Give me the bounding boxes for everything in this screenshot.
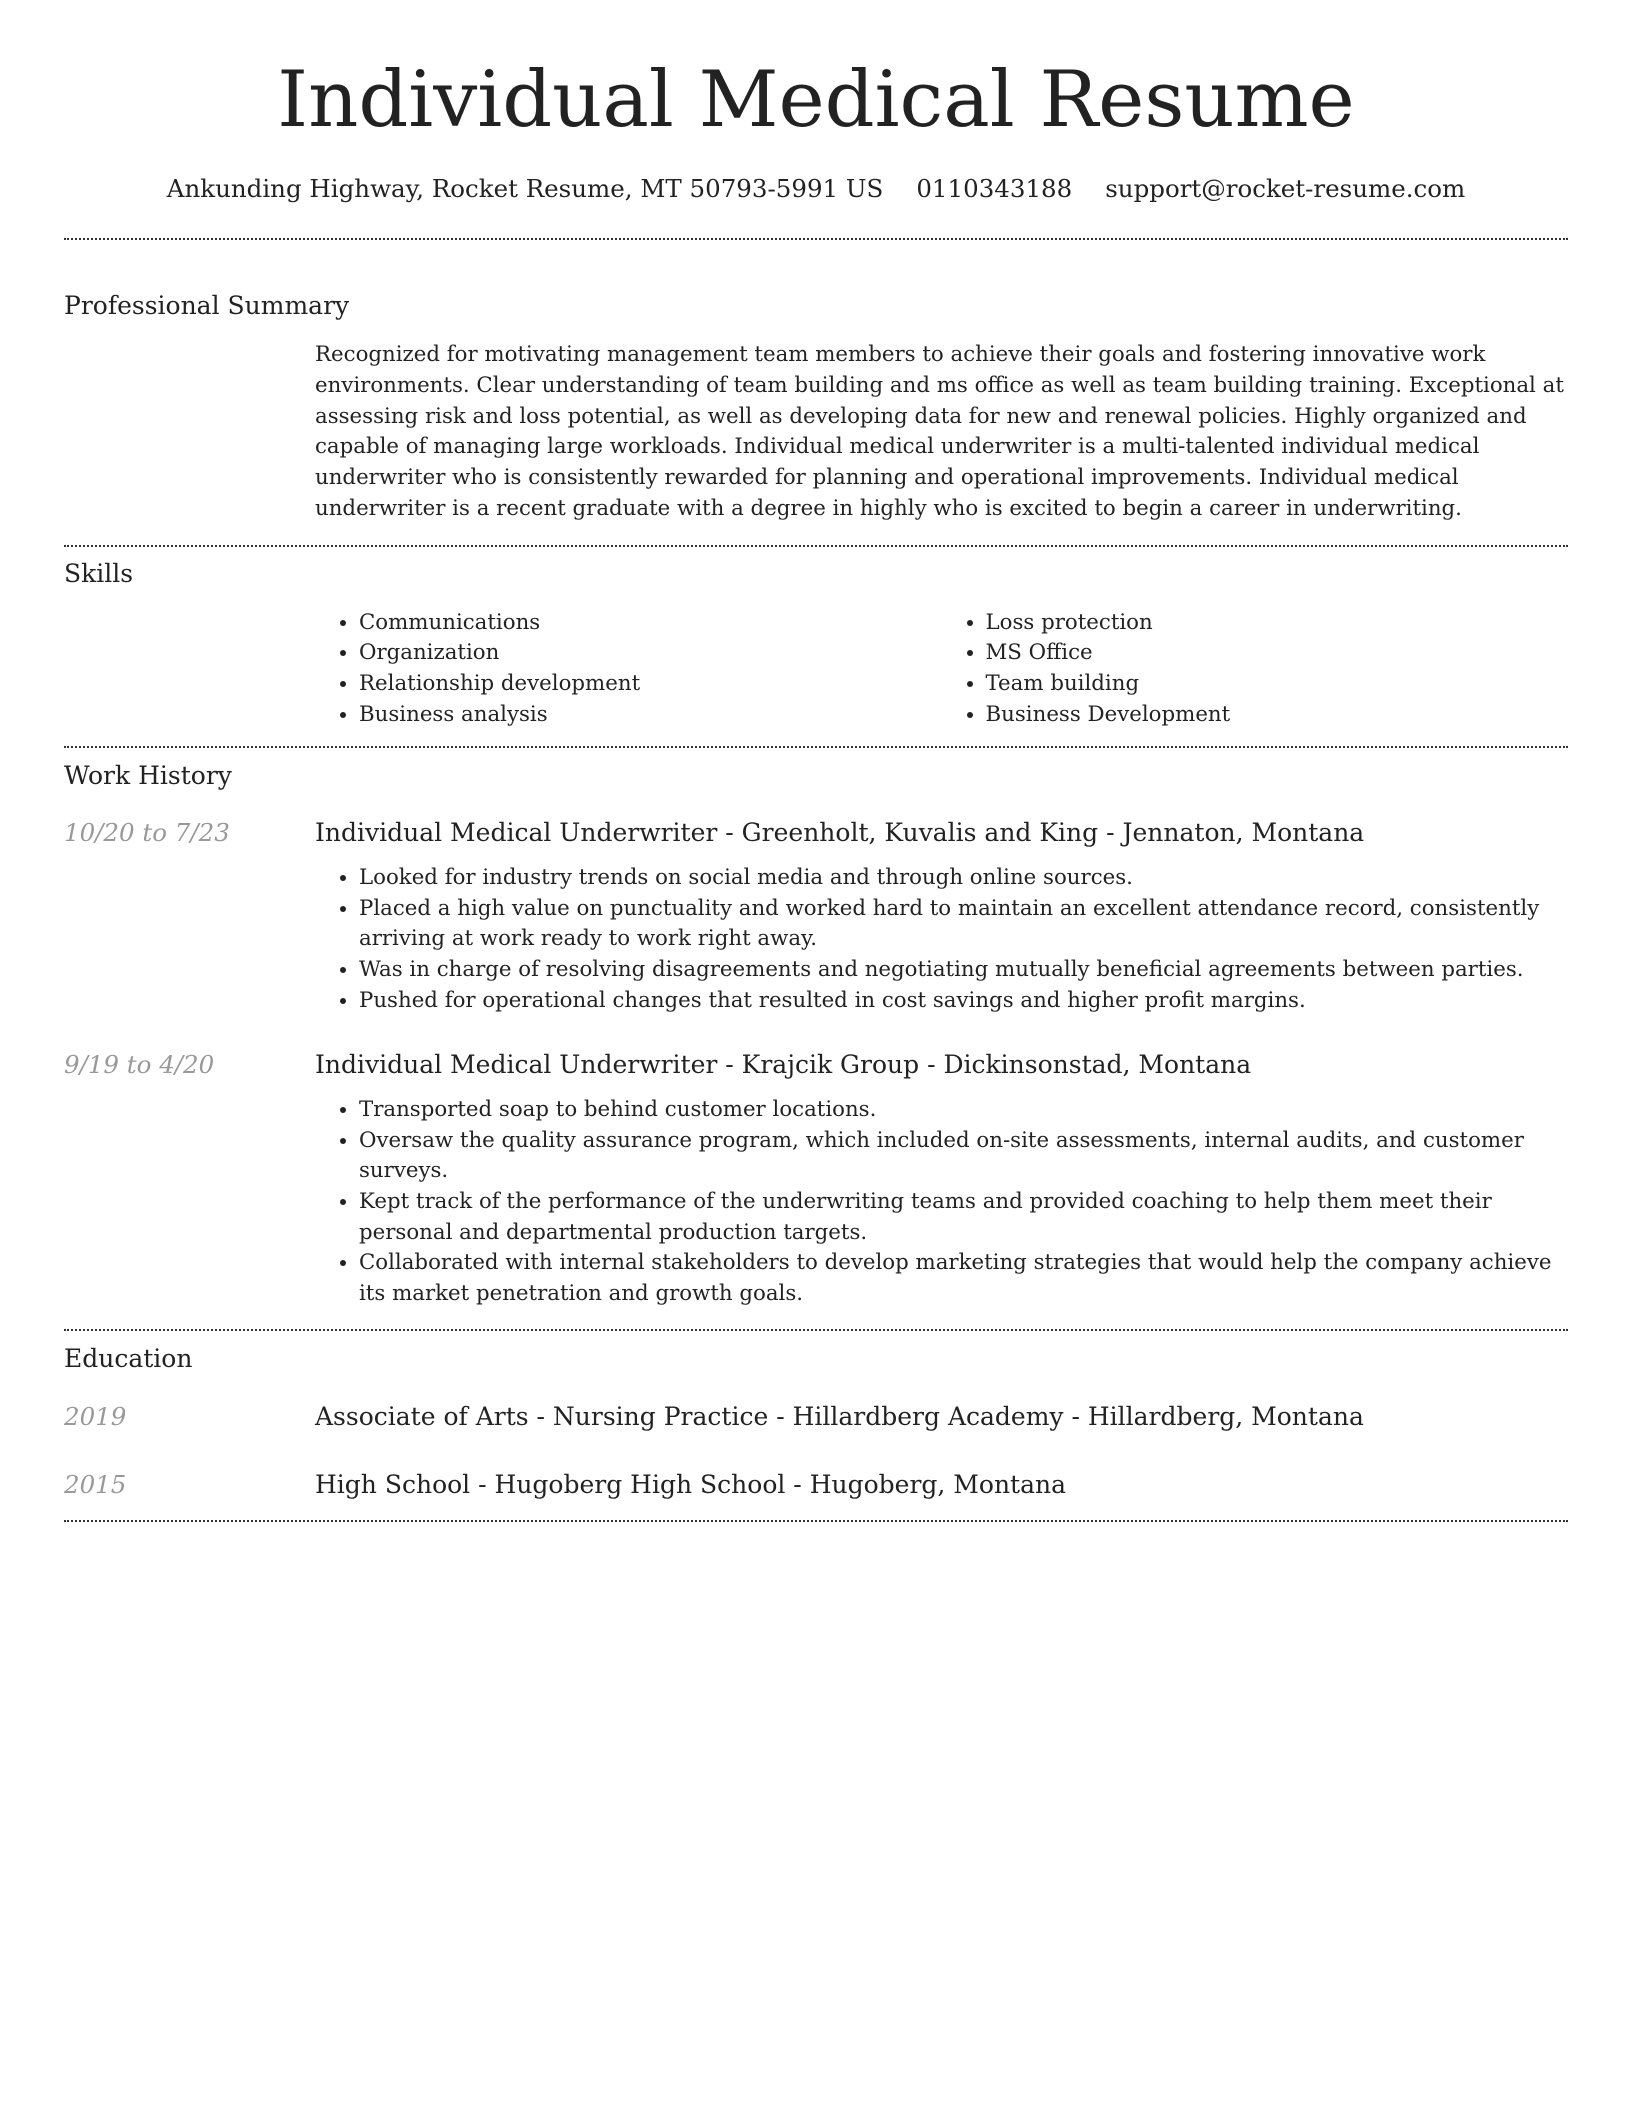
- work-entry: [64, 816, 1568, 1016]
- work-history-section: [64, 759, 1568, 1309]
- skill-item: • Team building: [986, 669, 1569, 700]
- resume-page: [64, 0, 1568, 1522]
- work-dates: 9/19 to 4/20: [64, 1050, 215, 1080]
- work-bullets: [315, 1095, 1568, 1309]
- skill-item: • Business analysis: [359, 700, 942, 731]
- section-divider: [64, 1520, 1568, 1522]
- summary-text: Recognized for motivating management team members to achieve their goals and fostering innovative work environments. Clear understanding of team building and ms office as well as team building training. Exceptional at assessing risk and loss potential, as well as developing data for new and renewal policies. Highly organized and capable of managing large workloads. Individual medical underwriter is a multi-talented individual medical underwriter who is consistently rewarded for planning and operational improvements. Individual medical underwriter is a recent graduate with a degree in highly who is excited to begin a career in underwriting.: [315, 342, 1564, 521]
- work-bullets: [315, 863, 1568, 1016]
- work-bullet: • Was in charge of resolving disagreements and negotiating mutually beneficial agreements between parties.: [359, 955, 1568, 986]
- skill-item: • Loss protection: [986, 608, 1569, 639]
- work-bullet: • Placed a high value on punctuality and worked hard to maintain an excellent attendance record, consistently arriving at work ready to work right away.: [359, 894, 1568, 955]
- education-entry-body: [315, 1468, 1568, 1502]
- contact-info: [64, 172, 1568, 206]
- job-role: Individual Medical Underwriter: [315, 1050, 718, 1080]
- section-title-summary: Professional Summary: [64, 291, 350, 320]
- school-details: - Hillardberg Academy - Hillardberg, Montana: [768, 1402, 1364, 1432]
- skills-section: [64, 557, 1568, 730]
- education-entry-body: [315, 1400, 1568, 1434]
- skill-item: • Business Development: [986, 700, 1569, 731]
- job-details: - Krajcik Group - Dickinsonstad, Montana: [717, 1050, 1252, 1080]
- section-title-skills: Skills: [64, 558, 134, 588]
- education-entry: [64, 1468, 1568, 1502]
- job-role: Individual Medical Underwriter: [315, 818, 718, 848]
- job-details: - Greenholt, Kuvalis and King - Jennaton, Montana: [717, 818, 1365, 848]
- education-year: 2019: [64, 1402, 127, 1432]
- work-bullet: • Oversaw the quality assurance program, which included on-site assessments, internal audits, and customer surveys.: [359, 1126, 1568, 1187]
- work-bullet: • Collaborated with internal stakeholders to develop marketing strategies that would help the company achieve its market penetration and growth goals.: [359, 1248, 1568, 1309]
- work-bullet: • Kept track of the performance of the underwriting teams and provided coaching to help them meet their personal and departmental production targets.: [359, 1187, 1568, 1248]
- skills-list-left: [315, 608, 942, 730]
- work-bullet: • Looked for industry trends on social media and through online sources.: [359, 863, 1568, 894]
- section-title-education: Education: [64, 1344, 193, 1374]
- section-divider: [64, 238, 1568, 240]
- work-title: [315, 816, 1568, 850]
- skill-item: • Organization: [359, 638, 942, 669]
- work-entry: [64, 1048, 1568, 1309]
- section-divider: [64, 1329, 1568, 1331]
- summary-section: [64, 289, 1568, 525]
- degree: High School: [315, 1470, 471, 1500]
- work-entry-body: [315, 816, 1568, 1016]
- section-divider: [64, 545, 1568, 547]
- resume-name: Individual Medical Resume: [277, 55, 1355, 145]
- education-title: [315, 1468, 1568, 1502]
- education-section: [64, 1342, 1568, 1502]
- work-title: [315, 1048, 1568, 1082]
- degree: Associate of Arts - Nursing Practice: [315, 1402, 769, 1432]
- contact-phone: 0110343188: [916, 174, 1073, 203]
- contact-address: Ankunding Highway, Rocket Resume, MT 50793-5991 US: [166, 174, 884, 203]
- work-bullet: • Pushed for operational changes that resulted in cost savings and higher profit margins.: [359, 986, 1568, 1017]
- section-divider: [64, 746, 1568, 748]
- summary-content: [315, 340, 1568, 525]
- work-bullet: • Transported soap to behind customer locations.: [359, 1095, 1568, 1126]
- skills-content: [315, 608, 1568, 730]
- skill-item: • MS Office: [986, 638, 1569, 669]
- school-details: - Hugoberg High School - Hugoberg, Montana: [470, 1470, 1067, 1500]
- education-title: [315, 1400, 1568, 1434]
- section-title-work: Work History: [64, 761, 232, 791]
- education-year: 2015: [64, 1470, 127, 1500]
- skill-item: • Communications: [359, 608, 942, 639]
- skills-list-right: [942, 608, 1569, 730]
- work-entry-body: [315, 1048, 1568, 1309]
- contact-email: support@rocket-resume.com: [1105, 174, 1466, 203]
- skill-item: • Relationship development: [359, 669, 942, 700]
- education-entry: [64, 1400, 1568, 1434]
- work-dates: 10/20 to 7/23: [64, 818, 230, 848]
